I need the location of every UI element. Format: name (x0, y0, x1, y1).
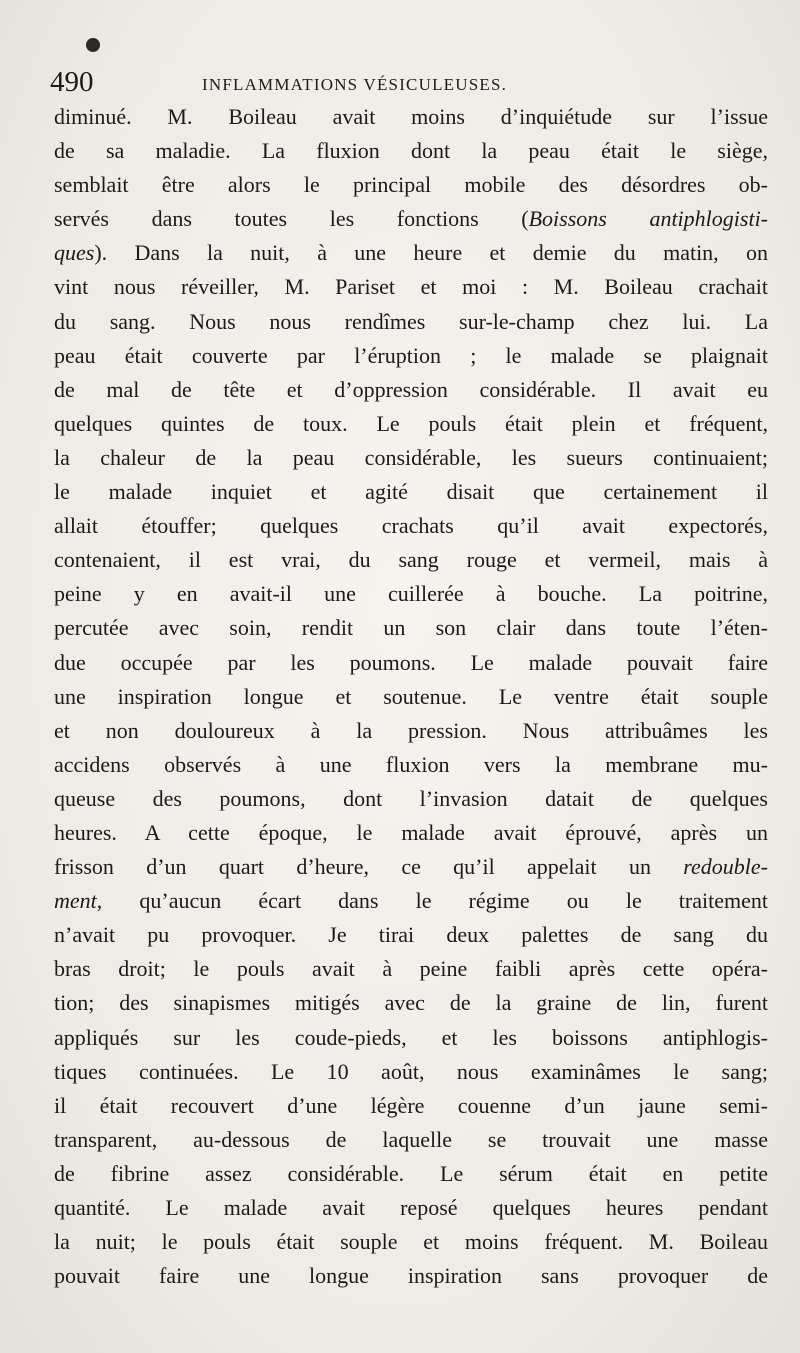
text-line: le malade inquiet et agité disait que certainement il (54, 479, 768, 505)
text-line: due occupée par les poumons. Le malade pouvait faire (54, 649, 768, 675)
text-line: une inspiration longue et soutenue. Le ventre était souple (54, 683, 768, 709)
text-line: de fibrine assez considérable. Le sérum était en petite (54, 1160, 768, 1186)
text-line: quantité. Le malade avait reposé quelques heures pendant (54, 1195, 768, 1220)
text-line: allait étouffer; quelques crachats qu’il avait expectorés, (54, 513, 768, 539)
text-line: et non douloureux à la pression. Nous attribuâmes les (54, 717, 768, 743)
text-line: pouvait faire une longue inspiration sans provoquer de (54, 1263, 768, 1289)
text-line: diminué. M. Boileau avait moins d’inquiétude sur l’issue (54, 104, 768, 129)
text-line: queuse des poumons, dont l’invasion datait de quelques (54, 785, 768, 811)
text-line: peine y en avait-il une cuillerée à bouche. La poitrine, (54, 581, 768, 607)
text-line: percutée avec soin, rendit un son clair dans toute l’éten- (54, 615, 768, 641)
text-line: ment, qu’aucun écart dans le régime ou le traitement (54, 888, 768, 914)
text-line: la chaleur de la peau considérable, les sueurs continuaient; (54, 444, 768, 470)
text-line: n’avait pu provoquer. Je tirai deux palettes de sang du (54, 922, 768, 948)
text-line: tiques continuées. Le 10 août, nous examinâmes le sang; (54, 1058, 768, 1084)
running-title: INFLAMMATIONS VÉSICULEUSES. (202, 75, 508, 94)
text-line: ques). Dans la nuit, à une heure et demie du matin, on (54, 240, 768, 266)
text-line: peau était couverte par l’éruption ; le malade se plaignait (54, 342, 768, 368)
text-line: accidens observés à une fluxion vers la membrane mu- (54, 751, 768, 777)
text-line: quelques quintes de toux. Le pouls était plein et fréquent, (54, 410, 768, 436)
ink-spot (86, 38, 100, 52)
text-line: la nuit; le pouls était souple et moins fréquent. M. Boileau (54, 1229, 768, 1255)
text-line: appliqués sur les coude-pieds, et les boissons antiphlogis- (54, 1024, 768, 1050)
text-line: bras droit; le pouls avait à peine faibli après cette opéra- (54, 956, 768, 982)
text-line: semblait être alors le principal mobile des désordres ob- (54, 172, 768, 198)
text-line: de sa maladie. La fluxion dont la peau était le siège, (54, 138, 768, 164)
text-line: du sang. Nous nous rendîmes sur-le-champ chez lui. La (54, 308, 768, 334)
text-line: transparent, au-dessous de laquelle se trouvait une masse (54, 1126, 768, 1152)
text-line: frisson d’un quart d’heure, ce qu’il appelait un redouble- (54, 854, 768, 880)
page-number: 490 (50, 66, 94, 98)
text-line: contenaient, il est vrai, du sang rouge et vermeil, mais à (54, 547, 768, 573)
text-line: vint nous réveiller, M. Pariset et moi : M. Boileau crachait (54, 274, 768, 300)
text-line: servés dans toutes les fonctions (Boissons antiphlogisti- (54, 206, 769, 232)
text-line: il était recouvert d’une légère couenne d’un jaune semi- (54, 1092, 768, 1118)
text-line: tion; des sinapismes mitigés avec de la graine de lin, furent (54, 990, 768, 1016)
text-line: de mal de tête et d’oppression considérable. Il avait eu (54, 376, 768, 402)
body-text (54, 100, 768, 1293)
text-line: heures. A cette époque, le malade avait éprouvé, après un (54, 819, 768, 845)
